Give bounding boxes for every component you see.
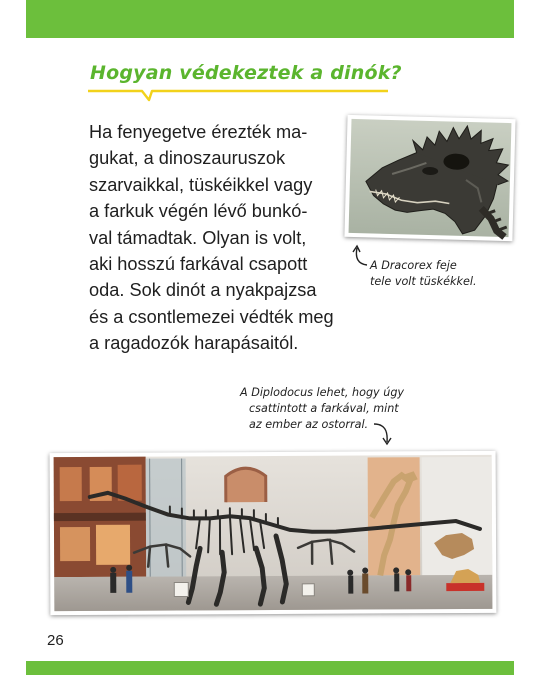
caption-line: tele volt tüskékkel. bbox=[370, 275, 477, 288]
top-green-band bbox=[26, 0, 514, 38]
caption-line: A Diplodocus lehet, hogy úgy bbox=[240, 386, 405, 399]
paragraph-line: val támadtak. Olyan is volt, bbox=[89, 227, 307, 248]
dracorex-caption bbox=[370, 258, 477, 290]
main-paragraph bbox=[89, 119, 349, 357]
paragraph-line: gukat, a dinoszauruszok bbox=[89, 148, 286, 169]
paragraph-line: oda. Sok dinót a nyakpajzsa bbox=[89, 280, 317, 301]
diplodocus-skeleton-illustration bbox=[50, 451, 497, 615]
bottom-green-band bbox=[26, 661, 514, 675]
caption-line: csattintott a farkával, mint bbox=[249, 402, 399, 415]
curved-arrow-icon bbox=[350, 243, 372, 269]
paragraph-line: és a csontlemezei védték meg bbox=[89, 306, 334, 327]
paragraph-line: szarvaikkal, tüskéikkel vagy bbox=[89, 174, 313, 195]
page-number: 26 bbox=[47, 632, 64, 649]
paragraph-line: Ha fenyegetve érezték ma- bbox=[89, 122, 308, 142]
title-underline-speech-bubble bbox=[88, 86, 388, 104]
paragraph-line: a farkuk végén lévő bunkó- bbox=[89, 201, 308, 222]
paragraph-line: aki hosszú farkával csapott bbox=[89, 254, 308, 275]
dracorex-skull-photo bbox=[344, 115, 515, 241]
dracorex-skull-illustration bbox=[344, 115, 515, 241]
museum-hall-photo bbox=[50, 451, 497, 615]
paragraph-line: a ragadozók harapásaitól. bbox=[89, 333, 299, 354]
page-title: Hogyan védekeztek a dinók? bbox=[90, 62, 402, 84]
caption-line: az ember az ostorral. bbox=[249, 418, 369, 431]
curved-arrow-icon bbox=[372, 420, 398, 448]
caption-line: A Dracorex feje bbox=[370, 259, 457, 272]
